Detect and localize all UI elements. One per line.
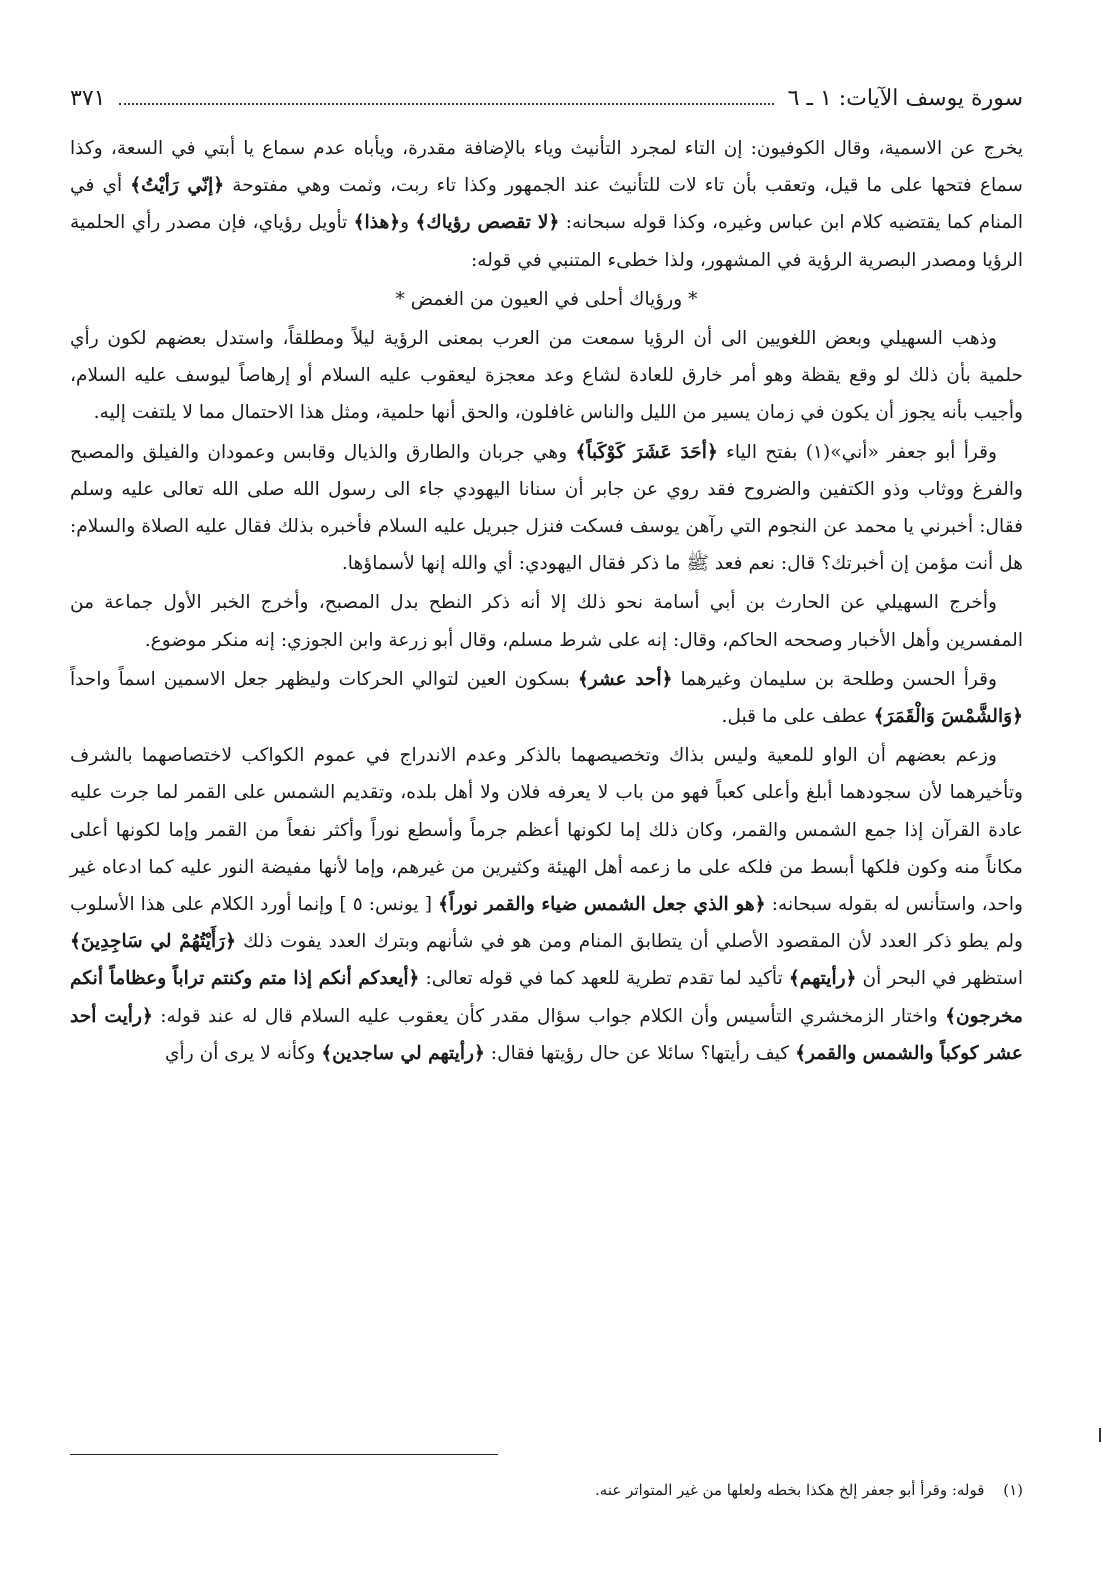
text-segment: يخرج عن الاسمية، وقال الكوفيون: إن التاء لمجرد التأنيث وياء بالإضافة مقدرة، ويأباه عدم سماع يا أبتي في السعة، وكذا سماع فتحها على ما قيل، وتعقب بأن تاء لات للتأنيث عند الجمهور وكذا تاء ربت، وثمت وهي مفتوحة	[70, 138, 1023, 197]
quran-quote: ﴿رَأَيْتُهُمْ لي سَاجِدِينَ﴾	[70, 931, 236, 953]
quran-quote: ﴿رأيتهم لي ساجدين﴾	[321, 1042, 485, 1064]
text-segment: وقرأ الحسن وطلحة بن سليمان وغيرهما	[672, 668, 997, 690]
text-segment: بسكون العين لتوالي الحركات وليظهر جعل الاسمين اسماً واحداً	[70, 668, 578, 690]
paragraph	[70, 434, 1023, 583]
paragraph	[70, 737, 1023, 1072]
text-segment: وقرأ أبو جعفر «أني»(١) بفتح الياء	[717, 441, 998, 463]
quran-quote: ﴿أحد عشر﴾	[577, 668, 673, 690]
body-text	[70, 130, 1023, 1072]
footnote	[70, 1478, 1023, 1502]
footnote-divider	[70, 1454, 498, 1455]
text-segment: وزعم بعضهم أن الواو للمعية وليس بذاك وتخصيصهما بالذكر وعدم الاندراج في عموم الكواكب لاختصاصهما بالشرف وتأخيرهما لأن سجودهما أبلغ وأعلى كعباً فهو من باب لا يعرفه فلان ولا أهل بلده، وتقديم الشمس على القمر لما جرت عليه عادة القرآن إذا جمع الشمس والقمر، وكان ذلك إما لكونها أعظم جرماً وأسطع نوراً وأكثر نفعاً من القمر وإما لكونها أعلى مكاناً منه وكون فلكها أبسط من فلكه على ما زعمه أهل الهيئة وكثيرين من غيرهم، وإما لأنها مفيضة النور عليه كما ادعاه غير واحد، واستأنس له بقوله سبحانه:	[70, 745, 1023, 916]
text-segment: * ورؤياك أحلى في العيون من الغمض *	[395, 288, 698, 310]
text-segment: تأكيد لما تقدم تطرية للعهد كما في قوله تعالى:	[419, 968, 789, 990]
footnote-number: (١)	[1003, 1481, 1023, 1499]
scan-edge-mark	[1099, 1428, 1101, 1442]
book-page	[70, 78, 1023, 1535]
quran-quote: ﴿أحَدَ عَشَرَ كَوْكَباً﴾	[575, 441, 718, 463]
quran-quote: ﴿أيعدكم أنكم إذا متم وكنتم تراباً وعظاماً أنكم مخرجون﴾	[70, 968, 1023, 1027]
text-segment: استظهر في البحر أن	[856, 968, 1023, 990]
verse-line	[70, 281, 1023, 318]
text-segment: عطف على ما قبل.	[721, 706, 874, 728]
quran-quote: ﴿لا تقصص رؤياك﴾	[415, 212, 560, 234]
quran-quote: ﴿هو الذي جعل الشمس ضياء والقمر نوراً﴾	[438, 894, 766, 916]
text-segment: كيف رأيتها؟ سائلا عن حال رؤيتها فقال:	[484, 1042, 796, 1064]
quran-quote: ﴿هذا﴾	[353, 212, 401, 234]
surah-title: سورة يوسف الآيات: ١ ـ ٦	[787, 85, 1023, 111]
footnote-text: قوله: وقرأ أبو جعفر إلخ هكذا بخطه ولعلها من غير المتواتر عنه.	[595, 1481, 985, 1499]
text-segment: وأخرج السهيلي عن الحارث بن أبي أسامة نحو ذلك إلا أنه ذكر النطح بدل المصبح، وأخرج الخبر الأول جماعة من المفسرين وأهل الأخبار وصححه الحاكم، وقال: إنه على شرط مسلم، وقال أبو زرعة وابن الجوزي: إنه منكر موضوع.	[70, 592, 1023, 651]
quran-quote: ﴿إنّي رَأيْتُ﴾	[130, 175, 225, 197]
quran-quote: ﴿رأيتهم﴾	[788, 968, 857, 990]
text-segment: و	[400, 212, 416, 234]
text-segment: وكأنه لا يرى أن رأي	[164, 1042, 322, 1064]
text-segment: أي في المنام كما يقتضيه كلام ابن عباس وغيره، وكذا قوله سبحانه:	[70, 175, 1023, 234]
paragraph	[70, 584, 1023, 658]
running-head	[70, 78, 1023, 118]
text-segment: وهي جربان والطارق والذيال وقابس وعمودان والفيلق والمصبح والفرغ ووثاب وذو الكتفين والضروح فقد روي عن جابر أن سنانا اليهودي جاء الى رسول الله صلى الله تعالى عليه وسلم فقال: أخبرني يا محمد عن النجوم التي رآهن يوسف فسكت فنزل جبريل عليه السلام فأخبره بذلك فقال عليه الصلاة والسلام: هل أنت مؤمن إن أخبرتك؟ قال: نعم فعد ﷺ ما ذكر فقال اليهودي: أي والله إنها لأسماؤها.	[70, 441, 1023, 575]
quran-quote: ﴿رأيت أحد عشر كوكباً والشمس والقمر﴾	[70, 1005, 1023, 1064]
dotted-leader	[119, 91, 773, 105]
paragraph	[70, 320, 1023, 432]
paragraph	[70, 130, 1023, 279]
quran-quote: ﴿وَالشَّمْسَ وَالْقَمَرَ﴾	[873, 706, 1023, 728]
page-number: ٣٧١	[70, 85, 106, 111]
text-segment: تأويل رؤياي، فإن مصدر رأي الحلمية الرؤيا ومصدر البصرية الرؤية في المشهور، ولذا خطىء المتنبي في قوله:	[70, 212, 1023, 271]
paragraph	[70, 661, 1023, 735]
text-segment: وذهب السهيلي وبعض اللغويين الى أن الرؤيا سمعت من العرب بمعنى الرؤية ليلاً ومطلقاً، واستدل بعضهم لكون رأي حلمية بأن ذلك لو وقع يقظة وهو أمر خارق للعادة لشاع وعد معجزة ليعقوب عليه السلام أو إرهاصاً ليوسف عليه السلام، وأجيب بأنه يجوز أن يكون في زمان يسير من الليل والناس غافلون، والحق أنها حلمية، ومثل هذا الاحتمال مما لا يلتفت إليه.	[70, 328, 1023, 424]
text-segment: واختار الزمخشري التأسيس وأن الكلام جواب سؤال مقدر كأن يعقوب عليه السلام قال له عند قوله:	[152, 1005, 946, 1027]
text-segment: [ يونس: ٥ ] وإنما أورد الكلام على هذا الأسلوب ولم يطو ذكر العدد لأن المقصود الأصلي أن يتطابق المنام ومن هو في شأنهم وبترك العدد يفوت ذلك	[70, 894, 1023, 953]
